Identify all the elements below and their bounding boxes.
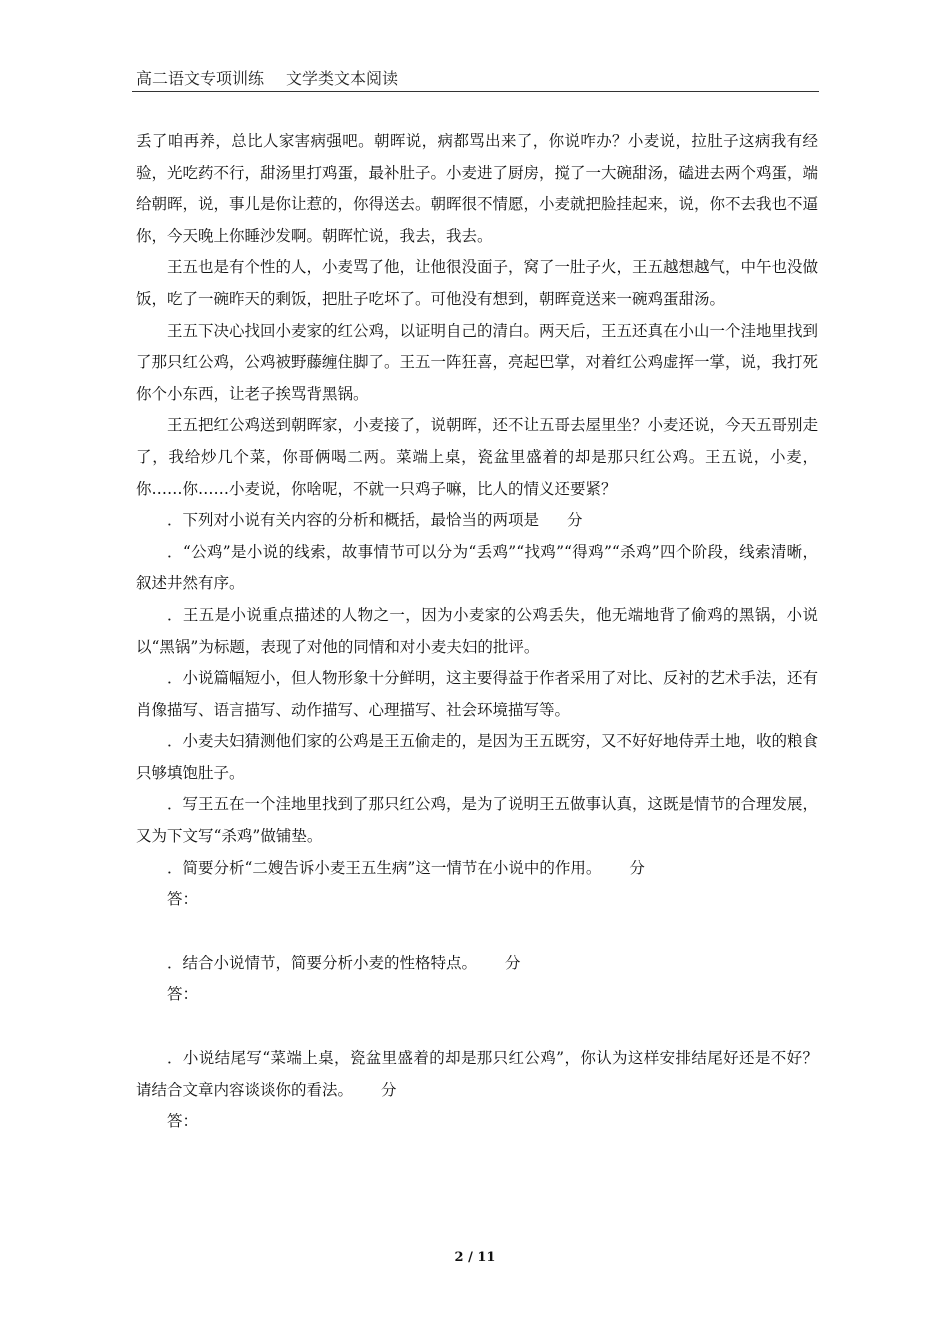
question-1-score: 分 [567, 511, 583, 530]
answer-label: 答： [167, 890, 199, 909]
story-paragraph: 王五也是有个性的人，小麦骂了他，让他很没面子，窝了一肚子火，王五越想越气，中午也没做饭，吃了一碗昨天的剩饭，把肚子吃坏了。可他没有想到，朝晖竟送来一碗鸡蛋甜汤。 [136, 258, 819, 308]
question-2-score: 分 [629, 858, 645, 877]
answer-label: 答： [167, 985, 199, 1004]
document-body [136, 126, 818, 1138]
option-a: ．“公鸡”是小说的线索，故事情节可以分为“丢鸡”“找鸡”“得鸡”“杀鸡”四个阶段，线索清晰，叙述井然有序。 [136, 542, 818, 593]
question-4 [136, 1043, 818, 1106]
story-paragraph: 王五下决心找回小麦家的红公鸡，以证明自己的清白。两天后，王五还真在小山一个洼地里找到了那只红公鸡，公鸡被野藤缠住脚了。王五一阵狂喜，亮起巴掌，对着红公鸡虚挥一掌，说，我打死你个小东西，让老子挨骂背黑锅。 [136, 321, 819, 403]
header-rule [132, 91, 819, 92]
question-4-score: 分 [381, 1080, 397, 1099]
question-3-score: 分 [505, 953, 521, 972]
page-header [136, 68, 818, 90]
answer-label: 答： [167, 1112, 199, 1131]
option-e: ．写王五在一个洼地里找到了那只红公鸡，是为了说明王五做事认真，这既是情节的合理发展，又为下文写“杀鸡”做铺垫。 [136, 795, 819, 846]
option-c: ．小说篇幅短小，但人物形象十分鲜明，这主要得益于作者采用了对比、反衬的艺术手法，还有肖像描写、语言描写、动作描写、心理描写、社会环境描写等。 [136, 669, 819, 719]
answer-space[interactable] [136, 1011, 818, 1043]
question-4-stem: ．小说结尾写“菜端上桌，瓷盆里盛着的却是那只红公鸡”，你认为这样安排结尾好还是不好？请结合文章内容谈谈你的看法。 [136, 1049, 818, 1099]
answer-space[interactable] [136, 916, 818, 948]
option-d: ．小麦夫妇猜测他们家的公鸡是王五偷走的，是因为王五既穷，又不好好地侍弄土地，收的粮食只够填饱肚子。 [136, 732, 819, 782]
question-2-stem: ．简要分析“二嫂告诉小麦王五生病”这一情节在小说中的作用。 [167, 858, 602, 877]
question-3-stem: ．结合小说情节，简要分析小麦的性格特点。 [167, 953, 478, 972]
question-2 [136, 853, 818, 885]
question-3 [136, 948, 818, 980]
page-number: 2 / 11 [454, 1250, 496, 1265]
question-1 [136, 505, 818, 537]
header-topic: 文学类文本阅读 [286, 69, 399, 88]
story-paragraph: 丢了咱再养，总比人家害病强吧。朝晖说，病都骂出来了，你说咋办？小麦说，拉肚子这病我有经验，光吃药不行，甜汤里打鸡蛋，最补肚子。小麦进了厨房，搅了一大碗甜汤，磕进去两个鸡蛋，端给朝晖，说，事儿是你让惹的，你得送去。朝晖很不情愿，小麦就把脸挂起来，说，你不去我也不逼你，今天晚上你睡沙发啊。朝晖忙说，我去，我去。 [136, 132, 819, 245]
header-subject: 高二语文专项训练 [136, 69, 265, 88]
question-1-stem: ．下列对小说有关内容的分析和概括，最恰当的两项是 [167, 511, 540, 530]
option-b: ．王五是小说重点描述的人物之一，因为小麦家的公鸡丢失，他无端地背了偷鸡的黑锅，小说以“黑锅”为标题，表现了对他的同情和对小麦夫妇的批评。 [136, 605, 818, 656]
story-paragraph: 王五把红公鸡送到朝晖家，小麦接了，说朝晖，还不让五哥去屋里坐？小麦还说，今天五哥别走了，我给炒几个菜，你哥俩喝二两。菜端上桌，瓷盆里盛着的却是那只红公鸡。王五说，小麦，你……你……小麦说，你啥呢，不就一只鸡子嘛，比人的情义还要紧？ [136, 416, 819, 498]
